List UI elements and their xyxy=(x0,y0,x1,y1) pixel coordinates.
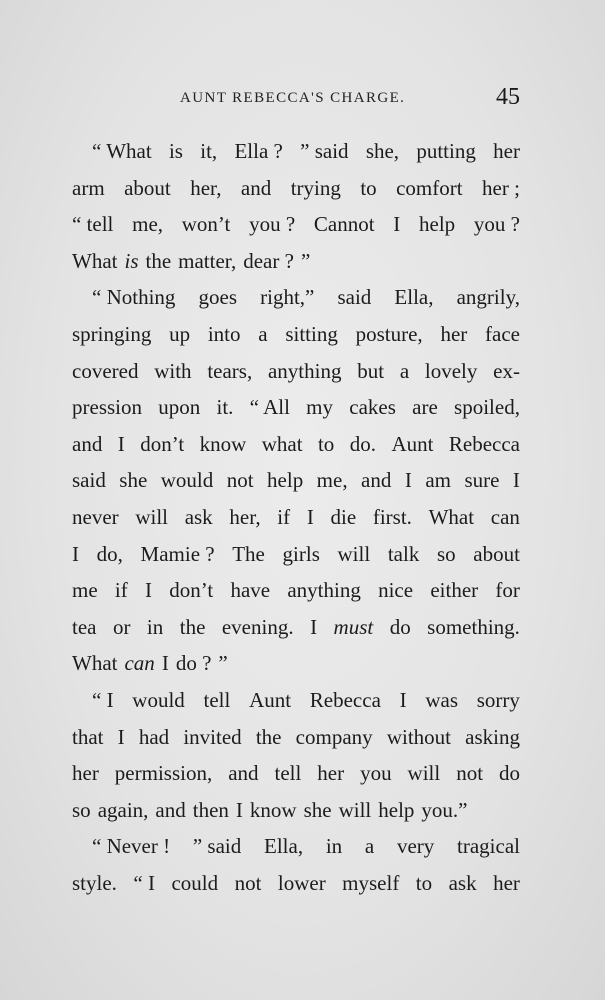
text-line xyxy=(72,609,520,646)
word: but xyxy=(357,358,385,383)
word: Mamie ? xyxy=(140,541,215,566)
word: putting xyxy=(416,139,476,163)
word: covered xyxy=(72,358,139,383)
word: what xyxy=(261,431,303,456)
body-text xyxy=(72,133,520,901)
word: you.” xyxy=(421,797,468,822)
word: are xyxy=(412,395,438,420)
word: if xyxy=(114,578,128,603)
word: not xyxy=(234,870,262,895)
word: without xyxy=(386,724,451,749)
word: then xyxy=(192,797,229,822)
word: you ? xyxy=(249,212,296,237)
word: do. xyxy=(349,431,376,456)
text-line xyxy=(72,719,520,756)
word: have xyxy=(230,578,271,603)
text-line xyxy=(72,572,520,609)
word: and xyxy=(72,431,103,456)
word: “ All xyxy=(249,395,290,420)
word: ask xyxy=(448,870,477,895)
word: up xyxy=(169,321,191,346)
word: her xyxy=(317,761,345,786)
text-line xyxy=(72,170,520,207)
word: her xyxy=(493,870,520,895)
word: and xyxy=(228,761,259,786)
text-line xyxy=(72,462,520,499)
word: ” said xyxy=(300,139,349,163)
word: I xyxy=(235,797,243,822)
word: Aunt xyxy=(249,687,292,712)
word: arm xyxy=(72,175,105,200)
word: sure xyxy=(464,468,500,493)
word: girls xyxy=(282,541,320,566)
word: Ella ? xyxy=(234,139,283,163)
word: a xyxy=(258,321,268,346)
word: will xyxy=(407,761,441,786)
word: first. xyxy=(372,504,412,529)
word: Cannot xyxy=(313,212,375,237)
text-line xyxy=(72,792,520,829)
word: about xyxy=(473,541,520,566)
word: to xyxy=(360,175,377,200)
word: myself xyxy=(342,870,400,895)
word: lower xyxy=(277,870,326,895)
word: angrily, xyxy=(456,285,520,310)
text-line xyxy=(72,828,520,865)
word: I xyxy=(117,431,125,456)
word: sitting xyxy=(285,321,338,346)
word: was xyxy=(425,687,459,712)
word: tragical xyxy=(457,834,520,859)
text-line xyxy=(72,499,520,536)
word: What xyxy=(72,651,118,676)
word: must xyxy=(333,614,374,639)
word: her xyxy=(440,321,468,346)
text-line xyxy=(72,243,520,280)
text-line xyxy=(72,389,520,426)
word: the xyxy=(255,724,282,749)
word: not xyxy=(456,761,484,786)
word: it. xyxy=(216,395,234,420)
word: die xyxy=(330,504,357,529)
word: do ? xyxy=(175,651,212,676)
word: nice xyxy=(378,578,414,603)
word: not xyxy=(226,468,254,493)
word: it, xyxy=(200,139,218,163)
word: Rebecca xyxy=(309,687,381,712)
word: ” said xyxy=(192,834,242,859)
word: “ Nothing xyxy=(92,285,176,310)
word: evening. xyxy=(221,614,294,639)
word: spoiled, xyxy=(454,395,520,420)
word: will xyxy=(135,504,168,529)
word: in xyxy=(325,834,343,859)
word: know xyxy=(249,797,297,822)
word: a xyxy=(399,358,410,383)
word: invited xyxy=(183,724,242,749)
word: would xyxy=(132,687,185,712)
word: company xyxy=(295,724,373,749)
word: pression xyxy=(72,395,142,420)
word: her ; xyxy=(482,175,520,200)
text-line xyxy=(72,536,520,573)
word: ask xyxy=(184,504,213,529)
word: so xyxy=(72,797,91,822)
word: the xyxy=(179,614,206,639)
page-number: 45 xyxy=(496,84,520,110)
word: either xyxy=(430,578,479,603)
word: do xyxy=(499,761,520,786)
word: tell xyxy=(274,761,302,786)
text-line xyxy=(72,682,520,719)
word: anything xyxy=(287,578,361,603)
word: me, xyxy=(316,468,348,493)
word: “ What xyxy=(92,139,152,163)
running-head: AUNT REBECCA'S CHARGE. xyxy=(180,90,406,106)
word: tears, xyxy=(207,358,253,383)
word: do xyxy=(389,614,411,639)
word: and xyxy=(240,175,272,200)
word: ” xyxy=(218,651,228,676)
word: is xyxy=(168,139,183,163)
word: in xyxy=(146,614,164,639)
word: that xyxy=(72,724,104,749)
word: help xyxy=(378,797,415,822)
word: I xyxy=(117,724,125,749)
word: about xyxy=(124,175,171,200)
word: goes xyxy=(198,285,238,310)
word: so xyxy=(436,541,456,566)
word: had xyxy=(138,724,170,749)
word: do, xyxy=(96,541,123,566)
word: her xyxy=(493,139,520,163)
word: face xyxy=(485,321,520,346)
word: I xyxy=(404,468,412,493)
word: tell xyxy=(203,687,231,712)
word: for xyxy=(495,578,520,603)
word: a xyxy=(364,834,375,859)
word: or xyxy=(112,614,131,639)
word: me xyxy=(72,578,98,603)
text-line xyxy=(72,133,520,170)
word: comfort xyxy=(396,175,463,200)
word: she, xyxy=(365,139,400,163)
text-line xyxy=(72,865,520,902)
word: posture, xyxy=(355,321,423,346)
word: said xyxy=(337,285,372,310)
word: I xyxy=(72,541,79,566)
word: matter, xyxy=(178,248,237,273)
word: to xyxy=(317,431,335,456)
word: Ella, xyxy=(394,285,434,310)
word: she xyxy=(303,797,332,822)
word: with xyxy=(154,358,192,383)
word: Ella, xyxy=(264,834,304,859)
page-header xyxy=(72,86,520,116)
word: is xyxy=(124,248,139,273)
word: the xyxy=(145,248,172,273)
word: you xyxy=(360,761,392,786)
word: into xyxy=(207,321,241,346)
word: I xyxy=(161,651,169,676)
word: Aunt xyxy=(391,431,434,456)
text-line xyxy=(72,645,520,682)
word: to xyxy=(415,870,433,895)
text-line xyxy=(72,755,520,792)
word: I xyxy=(399,687,407,712)
word: “ I xyxy=(92,687,114,712)
word: you ? xyxy=(473,212,520,237)
word: permission, xyxy=(114,761,213,786)
word: The xyxy=(232,541,265,566)
word: tea xyxy=(72,614,97,639)
word: and xyxy=(361,468,392,493)
word: said xyxy=(72,468,106,493)
word: cakes xyxy=(349,395,396,420)
word: her, xyxy=(190,175,222,200)
word: very xyxy=(396,834,435,859)
word: will xyxy=(338,797,372,822)
word: sorry xyxy=(476,687,520,712)
word: don’t xyxy=(140,431,185,456)
word: and xyxy=(155,797,186,822)
word: Rebecca xyxy=(448,431,520,456)
word: could xyxy=(171,870,219,895)
word: never xyxy=(72,504,119,529)
word: right,” xyxy=(260,285,315,310)
word: I xyxy=(512,468,520,493)
word: springing xyxy=(72,321,152,346)
word: What xyxy=(428,504,475,529)
word: asking xyxy=(465,724,520,749)
word: trying xyxy=(290,175,341,200)
word: “ Never ! xyxy=(92,834,171,859)
word: ” xyxy=(300,248,311,273)
word: my xyxy=(306,395,334,420)
text-line xyxy=(72,316,520,353)
word: me, xyxy=(132,212,164,237)
word: don’t xyxy=(169,578,214,603)
word: know xyxy=(199,431,247,456)
word: “ tell xyxy=(72,212,114,237)
word: What xyxy=(72,248,118,273)
word: I xyxy=(393,212,401,237)
text-line xyxy=(72,279,520,316)
word: help xyxy=(267,468,304,493)
text-line xyxy=(72,206,520,243)
word: help xyxy=(419,212,456,237)
word: ex- xyxy=(493,358,520,383)
word: won’t xyxy=(181,212,231,237)
word: if xyxy=(277,504,291,529)
word: she xyxy=(119,468,148,493)
word: something. xyxy=(427,614,520,639)
word: talk xyxy=(387,541,420,566)
word: can xyxy=(490,504,520,529)
word: will xyxy=(337,541,371,566)
word: dear ? xyxy=(243,248,294,273)
word: her xyxy=(72,761,99,786)
word: I xyxy=(310,614,318,639)
word: lovely xyxy=(424,358,478,383)
text-line xyxy=(72,426,520,463)
text-line xyxy=(72,353,520,390)
word: “ I xyxy=(133,870,155,895)
word: I xyxy=(144,578,152,603)
word: upon xyxy=(158,395,201,420)
word: style. xyxy=(72,870,117,895)
word: can xyxy=(124,651,155,676)
word: I xyxy=(306,504,314,529)
word: again, xyxy=(97,797,149,822)
word: am xyxy=(425,468,451,493)
word: would xyxy=(160,468,214,493)
word: anything xyxy=(267,358,342,383)
word: her, xyxy=(229,504,261,529)
